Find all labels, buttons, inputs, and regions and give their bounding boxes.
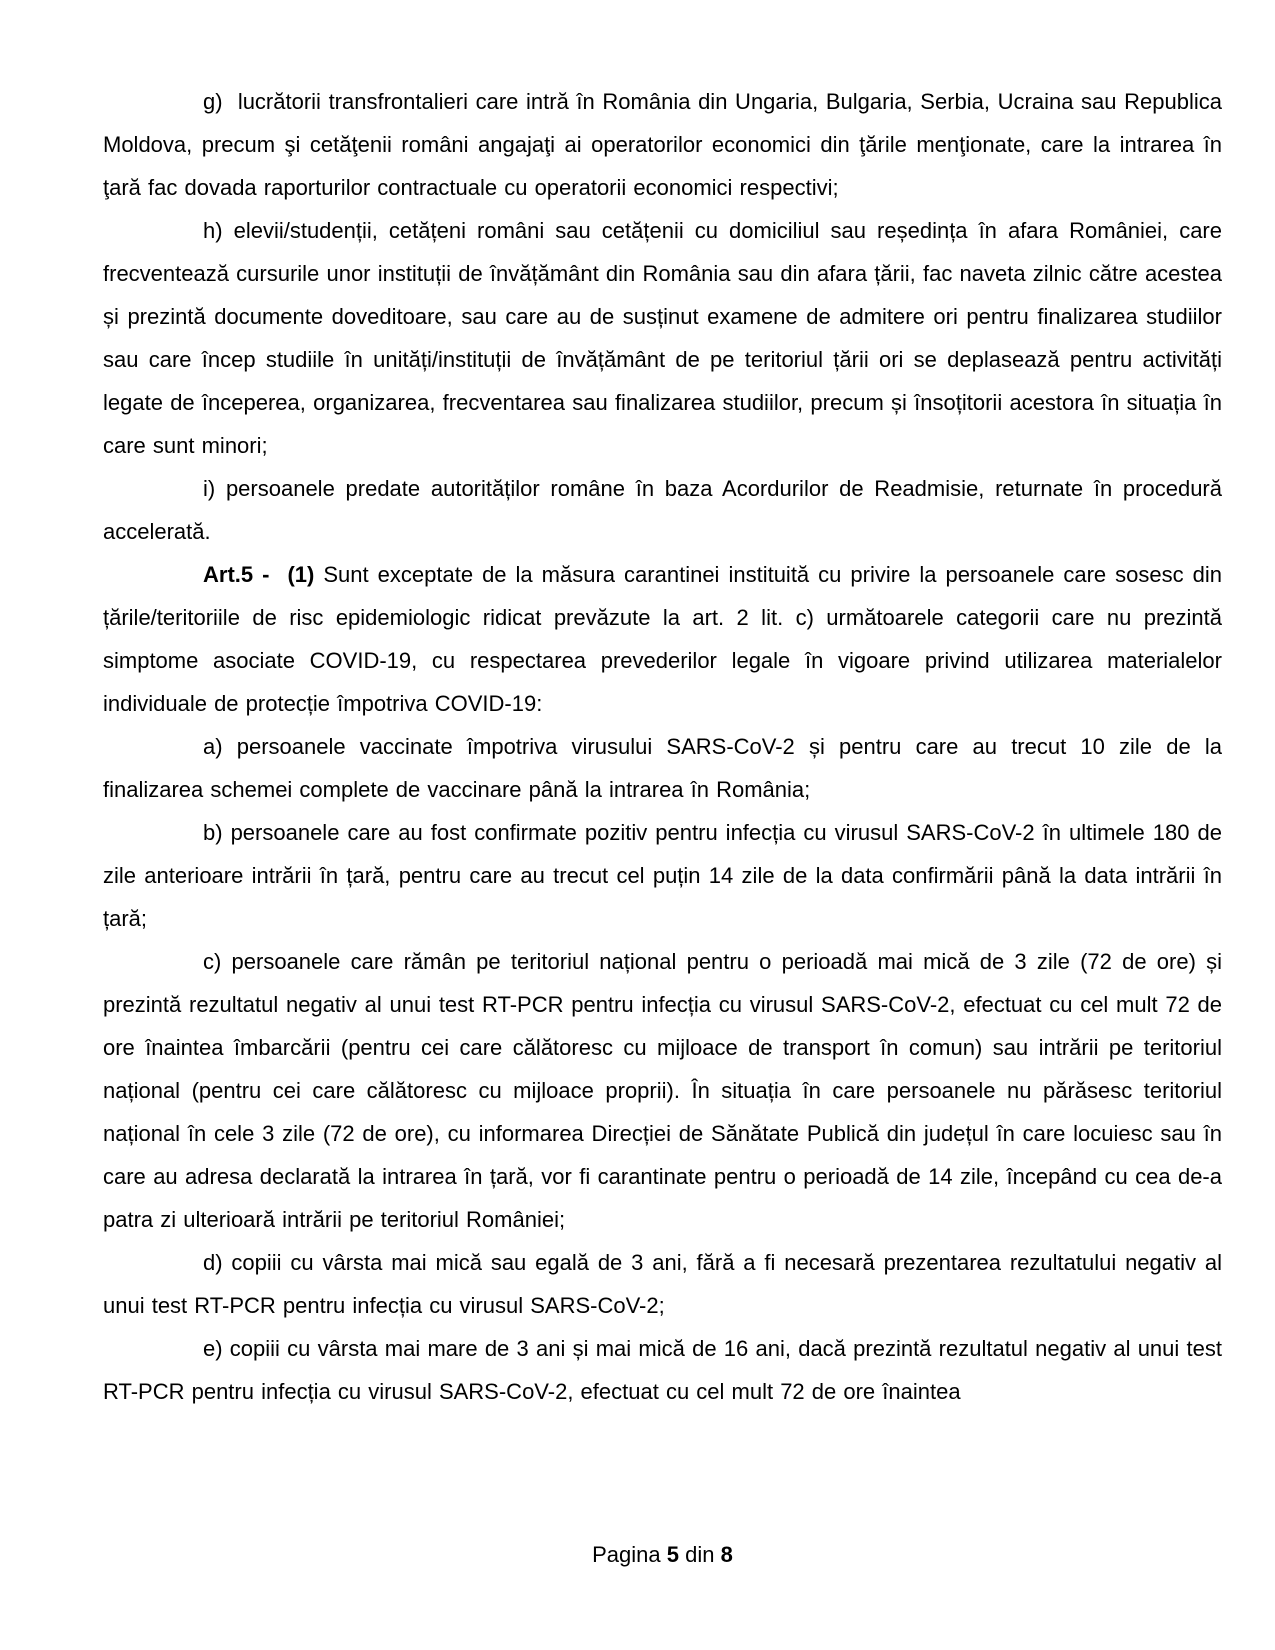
text-segment: c) persoanele care rămân pe teritoriul național pentru o perioadă mai mică de 3 zile (72 de ore) și prezintă rezultatul negativ al unui test RT-PCR pentru infecția cu virusul SARS-CoV-2, efectuat cu cel mult 72 de ore înaintea îmbarcării (pentru cei care călătoresc cu mijloace de transport în comun) sau intrării pe teritoriul național (pentru cei care călătoresc cu mijloace proprii). În situația în care persoanele nu părăsesc teritoriul național în cele 3 zile (72 de ore), cu informarea Direcției de Sănătate Publică din județul în care locuiesc sau în care au adresa declarată la intrarea în țară, vor fi carantinate pentru o perioadă de 14 zile, începând cu cea de-a patra zi ulterioară intrării pe teritoriul României; [103,949,1222,1232]
text-segment: a) persoanele vaccinate împotriva virusului SARS-CoV-2 și pentru care au trecut 10 zile de la finalizarea schemei complete de vaccinare până la intrarea în România; [103,734,1222,802]
footer-page-number: 5 [666,1542,680,1567]
text-segment: e) copiii cu vârsta mai mare de 3 ani și mai mică de 16 ani, dacă prezintă rezultatul negativ al unui test RT-PCR pentru infecția cu virusul SARS-CoV-2, efectuat cu cel mult 72 de ore înaintea [103,1336,1222,1404]
text-segment: Sunt exceptate de la măsura carantinei instituită cu privire la persoanele care sosesc din țările/teritoriile de risc epidemiologic ridicat prevăzute la art. 2 lit. c) următoarele categorii care nu prezintă simptome asociate COVID-19, cu respectarea prevederilor legale în vigoare privind utilizarea materialelor individuale de protecție împotriva COVID-19: [103,562,1222,716]
footer-of-label: din [685,1542,715,1567]
paragraph-item-a [103,725,1222,811]
text-segment: d) copiii cu vârsta mai mică sau egală de 3 ani, fără a fi necesară prezentarea rezultatului negativ al unui test RT-PCR pentru infecția cu virusul SARS-CoV-2; [103,1250,1222,1318]
footer-total-pages: 8 [720,1542,733,1567]
paragraph-item-d [103,1241,1222,1327]
text-segment: b) persoanele care au fost confirmate pozitiv pentru infecția cu virusul SARS-CoV-2 în ultimele 180 de zile anterioare intrării în țară, pentru care au trecut cel puțin 14 zile de la data confirmării până la data intrării în țară; [103,820,1222,931]
text-segment: h) elevii/studenții, cetățeni români sau cetățenii cu domiciliul sau reședința în afara României, care frecventează cursurile unor instituții de învățământ din România sau din afara țării, fac naveta zilnic către acestea și prezintă documente doveditoare, sau care au de susținut examene de admitere ori pentru finalizarea studiilor sau care încep studiile în unități/instituții de învățământ de pe teritoriul țării ori se deplasează pentru activități legate de începerea, organizarea, frecventarea sau finalizarea studiilor, precum și însoțitorii acestora în situația în care sunt minori; [103,218,1222,458]
paragraph-item-c [103,940,1222,1241]
paragraph-item-i [103,467,1222,553]
paragraph-item-e [103,1327,1222,1413]
text-segment: Art.5 - (1) [203,562,315,587]
body-text [103,80,1222,1413]
page-footer [103,1541,1222,1569]
text-segment: i) persoanele predate autorităților române în baza Acordurilor de Readmisie, returnate în procedură accelerată. [103,476,1222,544]
paragraph-item-h [103,209,1222,467]
paragraph-item-g [103,80,1222,209]
footer-label: Pagina [592,1542,661,1567]
paragraph-item-b [103,811,1222,940]
paragraph-art-5-alin-1 [103,553,1222,725]
text-segment: g) lucrătorii transfrontalieri care intră în România din Ungaria, Bulgaria, Serbia, Ucraina sau Republica Moldova, precum şi cetăţenii români angajaţi ai operatorilor economici din ţările menţionate, care la intrarea în ţară fac dovada raporturilor contractuale cu operatorii economici respectivi; [103,89,1222,200]
